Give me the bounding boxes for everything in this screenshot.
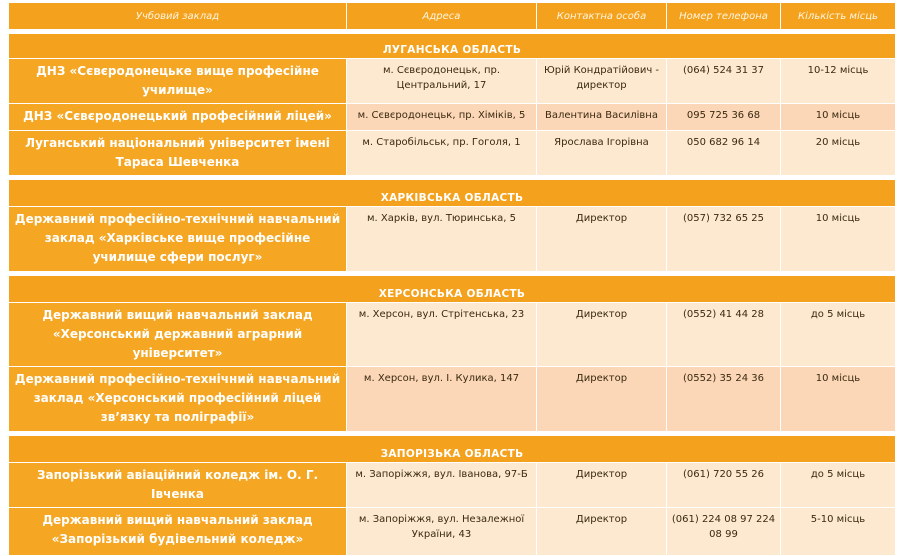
table-row — [9, 130, 896, 175]
region-row — [9, 275, 896, 302]
school-address: м. Херсон, вул. І. Кулика, 147 — [347, 367, 537, 432]
region-title: ЗАПОРІЗЬКА ОБЛАСТЬ — [9, 435, 896, 462]
region-row — [9, 34, 896, 59]
places-count: 10 місць — [781, 367, 896, 432]
table-row — [9, 302, 896, 367]
contact-person: Директор — [537, 508, 667, 556]
contact-person: Директор — [537, 206, 667, 271]
phone-number: 050 682 96 14 — [667, 130, 781, 175]
school-name: ДНЗ «Сєвєродонецьке вище професійне училище» — [9, 59, 347, 104]
school-name: Державний професійно-технічний навчальний заклад «Херсонський професійний ліцей зв’язку та поліграфії» — [9, 367, 347, 432]
table-row — [9, 104, 896, 130]
region-row — [9, 179, 896, 206]
school-address: м. Сєвєродонецьк, пр. Хіміків, 5 — [347, 104, 537, 130]
header-places: Кількість місць — [781, 3, 896, 30]
table-row — [9, 462, 896, 507]
places-count: 10-12 місць — [781, 59, 896, 104]
places-count: до 5 місць — [781, 302, 896, 367]
school-address: м. Старобільськ, пр. Гоголя, 1 — [347, 130, 537, 175]
school-name: Державний вищий навчальний заклад «Херсонський державний аграрний університет» — [9, 302, 347, 367]
institutions-table — [8, 2, 896, 556]
school-address: м. Запоріжжя, вул. Іванова, 97-Б — [347, 462, 537, 507]
header-school: Учбовий заклад — [9, 3, 347, 30]
region-title: ХЕРСОНСЬКА ОБЛАСТЬ — [9, 275, 896, 302]
places-count: 20 місць — [781, 130, 896, 175]
header-row — [9, 3, 896, 30]
phone-number: (0552) 35 24 36 — [667, 367, 781, 432]
contact-person: Директор — [537, 462, 667, 507]
contact-person: Ярослава Ігорівна — [537, 130, 667, 175]
header-phone: Номер телефона — [667, 3, 781, 30]
table-row — [9, 508, 896, 556]
school-name: Державний професійно-технічний навчальний заклад «Харківське вище професійне училище сфери послуг» — [9, 206, 347, 271]
school-name: ДНЗ «Сєвєродонецький професійний ліцей» — [9, 104, 347, 130]
places-count: 10 місць — [781, 206, 896, 271]
places-count: 5-10 місць — [781, 508, 896, 556]
phone-number: (061) 720 55 26 — [667, 462, 781, 507]
contact-person: Юрій Кондратійович - директор — [537, 59, 667, 104]
table-row — [9, 59, 896, 104]
phone-number: (057) 732 65 25 — [667, 206, 781, 271]
phone-number: (0552) 41 44 28 — [667, 302, 781, 367]
school-name: Луганський національний університет імені Тараса Шевченка — [9, 130, 347, 175]
region-row — [9, 435, 896, 462]
school-address: м. Запоріжжя, вул. Незалежної України, 43 — [347, 508, 537, 556]
places-count: до 5 місць — [781, 462, 896, 507]
school-address: м. Херсон, вул. Стрітенська, 23 — [347, 302, 537, 367]
school-address: м. Сєвєродонецьк, пр. Центральний, 17 — [347, 59, 537, 104]
phone-number: 095 725 36 68 — [667, 104, 781, 130]
contact-person: Валентина Василівна — [537, 104, 667, 130]
header-address: Адреса — [347, 3, 537, 30]
phone-number: (061) 224 08 97 224 08 99 — [667, 508, 781, 556]
places-count: 10 місць — [781, 104, 896, 130]
table-row — [9, 367, 896, 432]
school-name: Державний вищий навчальний заклад «Запорізький будівельний коледж» — [9, 508, 347, 556]
school-address: м. Харків, вул. Тюринська, 5 — [347, 206, 537, 271]
region-title: ХАРКІВСЬКА ОБЛАСТЬ — [9, 179, 896, 206]
school-name: Запорізький авіаційний коледж ім. О. Г. Івченка — [9, 462, 347, 507]
region-title: ЛУГАНСЬКА ОБЛАСТЬ — [9, 34, 896, 59]
header-contact: Контактна особа — [537, 3, 667, 30]
contact-person: Директор — [537, 302, 667, 367]
contact-person: Директор — [537, 367, 667, 432]
phone-number: (064) 524 31 37 — [667, 59, 781, 104]
table-row — [9, 206, 896, 271]
